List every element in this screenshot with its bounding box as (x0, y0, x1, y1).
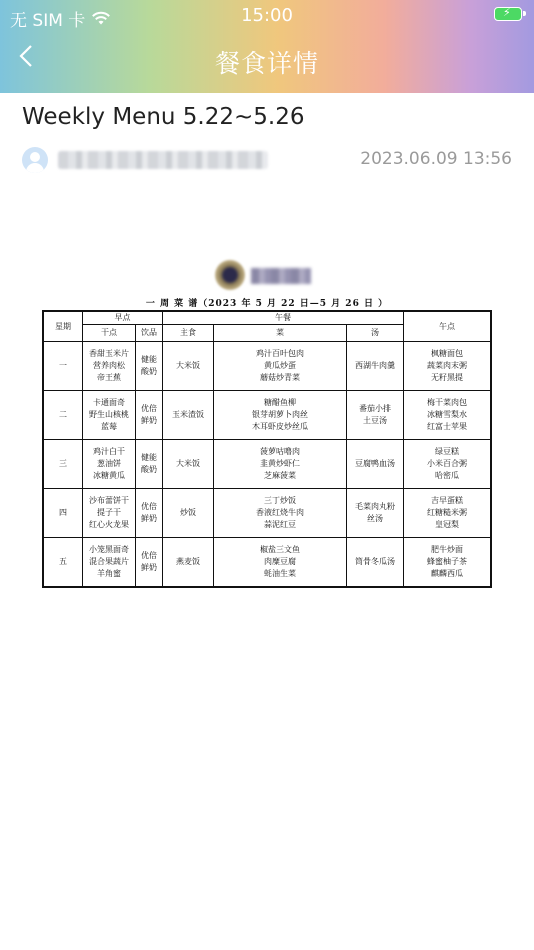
soup-cell-line: 豆腐鸭血汤 (355, 459, 395, 468)
emblem-icon (215, 260, 245, 290)
header (0, 0, 534, 93)
dish-cell (214, 440, 347, 489)
drink-cell (136, 342, 163, 391)
dish-cell-line: 蚝油生菜 (264, 569, 296, 578)
dish-cell-line: 韭黄炒虾仁 (260, 459, 300, 468)
drink-cell-line: 鲜奶 (141, 514, 157, 523)
menu-row (43, 489, 491, 538)
menu-row (43, 440, 491, 489)
school-logo (215, 260, 335, 290)
drink-cell-line: 酸奶 (141, 465, 157, 474)
soup-cell (347, 391, 404, 440)
author-row (22, 147, 512, 175)
menu-row (43, 342, 491, 391)
snack-cell-line: 提子干 (97, 508, 121, 517)
snack-cell-line: 羊角蜜 (97, 569, 121, 578)
drink-cell-line: 优倍 (141, 502, 157, 511)
snack-cell-line: 野生山核桃 (89, 410, 129, 419)
afternoon-cell (404, 440, 492, 489)
snack-cell (83, 391, 136, 440)
drink-cell (136, 440, 163, 489)
day-cell (43, 391, 83, 440)
dish-cell-line: 菠萝咕噜肉 (260, 447, 300, 456)
snack-cell-line: 小笼黑面奇 (89, 545, 129, 554)
soup-cell-line: 番茄小排 (359, 404, 391, 413)
col-morning-snack: 早点 (83, 311, 163, 325)
snack-cell (83, 538, 136, 588)
col-drink: 饮品 (136, 325, 163, 342)
soup-cell (347, 440, 404, 489)
snack-cell-line: 帝王蕉 (97, 373, 121, 382)
snack-cell-line: 葱油饼 (97, 459, 121, 468)
snack-cell-line: 香甜玉米片 (89, 349, 129, 358)
dish-cell-line: 肉糜豆腐 (264, 557, 296, 566)
dish-cell-line: 蘑菇炒青菜 (260, 373, 300, 382)
day-cell-line: 一 (59, 361, 67, 370)
afternoon-cell-line: 红糖糙米粥 (427, 508, 467, 517)
menu-heading: 一 周 菜 谱（2023 年 5 月 22 日—5 月 26 日 ） (145, 299, 389, 309)
snack-cell-line: 冰糖黄瓜 (93, 471, 125, 480)
afternoon-cell-line: 枫糖面包 (431, 349, 463, 358)
soup-cell (347, 342, 404, 391)
col-dish: 菜 (214, 325, 347, 342)
logo-text-redacted (251, 268, 311, 284)
afternoon-cell-line: 小米百合粥 (427, 459, 467, 468)
snack-cell-line: 蓝莓 (101, 422, 117, 431)
day-cell (43, 342, 83, 391)
drink-cell-line: 优倍 (141, 551, 157, 560)
status-bar (0, 0, 534, 30)
battery-icon: ⚡ (494, 7, 522, 21)
staple-cell-line: 大米饭 (176, 361, 200, 370)
col-afternoon: 午点 (404, 311, 492, 342)
dish-cell-line: 三丁炒饭 (264, 496, 296, 505)
drink-cell-line: 健能 (141, 453, 157, 462)
afternoon-cell-line: 冰糖雪梨水 (427, 410, 467, 419)
avatar[interactable] (22, 147, 48, 173)
drink-cell (136, 489, 163, 538)
menu-row (43, 538, 491, 588)
menu-table (42, 310, 492, 588)
soup-cell (347, 538, 404, 588)
menu-image[interactable] (40, 258, 494, 590)
day-cell (43, 440, 83, 489)
staple-cell (163, 489, 214, 538)
afternoon-cell-line: 红富士苹果 (427, 422, 467, 431)
staple-cell (163, 342, 214, 391)
day-cell-line: 五 (59, 557, 67, 566)
drink-cell (136, 391, 163, 440)
dish-cell-line: 黄瓜炒蛋 (264, 361, 296, 370)
afternoon-cell-line: 无籽黑提 (431, 373, 463, 382)
drink-cell (136, 538, 163, 588)
day-cell-line: 二 (59, 410, 67, 419)
dish-cell-line: 椒盐三文鱼 (260, 545, 300, 554)
col-soup: 汤 (347, 325, 404, 342)
afternoon-cell (404, 391, 492, 440)
afternoon-cell-line: 蔬菜肉末粥 (427, 361, 467, 370)
author-name-redacted (58, 151, 268, 169)
col-staple: 主食 (163, 325, 214, 342)
staple-cell (163, 538, 214, 588)
staple-cell (163, 391, 214, 440)
staple-cell-line: 大米饭 (176, 459, 200, 468)
afternoon-cell (404, 489, 492, 538)
page-title: 餐食详情 (214, 49, 319, 78)
dish-cell-line: 香液红烧牛肉 (256, 508, 304, 517)
soup-cell-line: 筒骨冬瓜汤 (355, 557, 395, 566)
snack-cell (83, 440, 136, 489)
drink-cell-line: 鲜奶 (141, 416, 157, 425)
afternoon-cell-line: 肥牛炒面 (431, 545, 463, 554)
afternoon-cell (404, 342, 492, 391)
dish-cell (214, 538, 347, 588)
snack-cell (83, 489, 136, 538)
staple-cell (163, 440, 214, 489)
col-snack: 干点 (83, 325, 136, 342)
soup-cell-line: 西湖牛肉羹 (355, 361, 395, 370)
snack-cell-line: 混合果蔬片 (89, 557, 129, 566)
dish-cell-line: 木耳虾皮炒丝瓜 (252, 422, 308, 431)
staple-cell-line: 燕麦饭 (176, 557, 200, 566)
dish-cell-line: 蒜泥红豆 (264, 520, 296, 529)
afternoon-cell-line: 蜂蜜柚子茶 (427, 557, 467, 566)
snack-cell-line: 沙布蕾饼干 (89, 496, 129, 505)
afternoon-cell-line: 皇冠梨 (435, 520, 459, 529)
dish-cell (214, 391, 347, 440)
snack-cell-line: 卡通面奇 (93, 398, 125, 407)
day-cell (43, 489, 83, 538)
clock: 15:00 (241, 5, 293, 26)
afternoon-cell-line: 麒麟西瓜 (431, 569, 463, 578)
soup-cell-line: 丝汤 (367, 514, 383, 523)
afternoon-cell-line: 绿豆糕 (435, 447, 459, 456)
staple-cell-line: 炒饭 (180, 508, 196, 517)
col-day: 星期 (43, 311, 83, 342)
snack-cell-line: 红心火龙果 (89, 520, 129, 529)
soup-cell-line: 毛菜肉丸粉 (355, 502, 395, 511)
dish-cell-line: 银芽胡萝卜肉丝 (252, 410, 308, 419)
afternoon-cell-line: 吉早蛋糕 (431, 496, 463, 505)
snack-cell-line: 鸡汁白干 (93, 447, 125, 456)
menu-row (43, 391, 491, 440)
dish-cell-line: 糖醋鱼柳 (264, 398, 296, 407)
drink-cell-line: 健能 (141, 355, 157, 364)
carrier-label: 无 SIM 卡 (10, 11, 86, 31)
afternoon-cell-line: 梅干菜肉包 (427, 398, 467, 407)
snack-cell-line: 营养肉松 (93, 361, 125, 370)
staple-cell-line: 玉米渣饭 (172, 410, 204, 419)
dish-cell (214, 489, 347, 538)
dish-cell-line: 鸡汁百叶包肉 (256, 349, 304, 358)
drink-cell-line: 酸奶 (141, 367, 157, 376)
publish-date: 2023.06.09 13:56 (360, 149, 512, 169)
snack-cell (83, 342, 136, 391)
soup-cell (347, 489, 404, 538)
day-cell (43, 538, 83, 588)
col-lunch: 午餐 (163, 311, 404, 325)
dish-cell (214, 342, 347, 391)
day-cell-line: 三 (59, 459, 67, 468)
afternoon-cell (404, 538, 492, 588)
soup-cell-line: 土豆汤 (363, 416, 387, 425)
afternoon-cell-line: 哈密瓜 (435, 471, 459, 480)
drink-cell-line: 优倍 (141, 404, 157, 413)
dish-cell-line: 芝麻菠菜 (264, 471, 296, 480)
day-cell-line: 四 (59, 508, 67, 517)
drink-cell-line: 鲜奶 (141, 563, 157, 572)
article-title: Weekly Menu 5.22~5.26 (22, 104, 305, 130)
